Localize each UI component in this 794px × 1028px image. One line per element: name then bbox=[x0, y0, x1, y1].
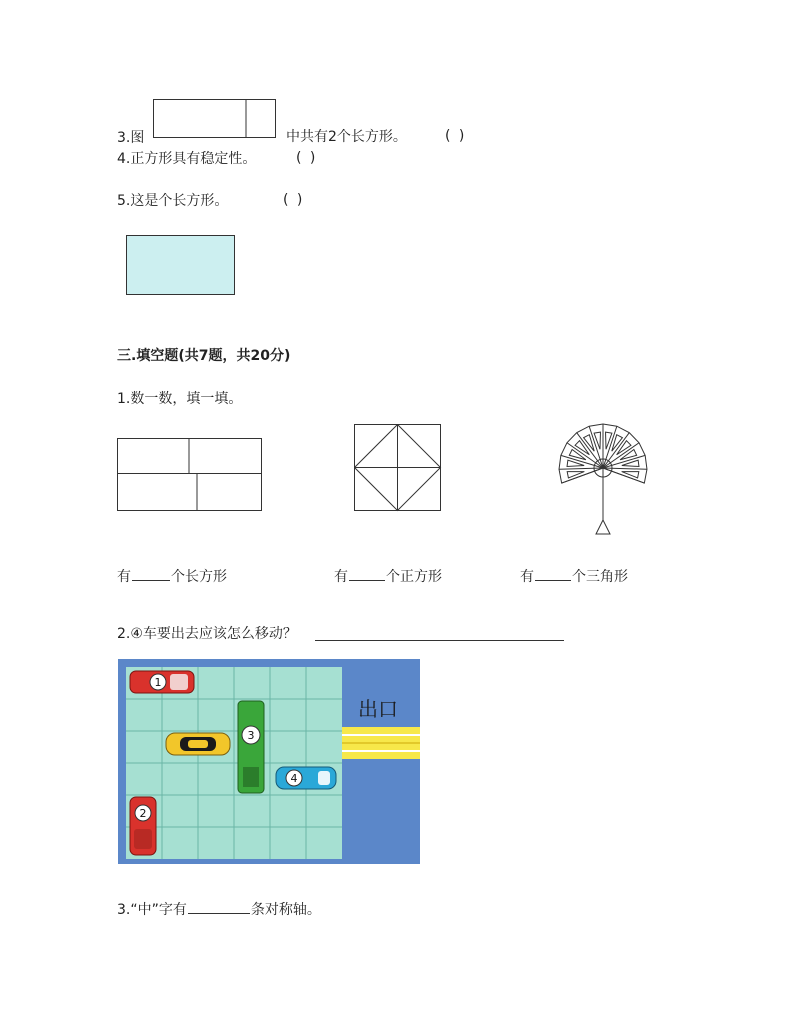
car-puzzle bbox=[118, 659, 420, 864]
triangles-figure bbox=[548, 420, 658, 540]
fan-inner-triangle bbox=[622, 472, 639, 478]
squares-figure bbox=[354, 424, 442, 512]
q4-text: 4.正方形具有稳定性。 bbox=[117, 151, 257, 167]
fan-spoke bbox=[559, 468, 603, 469]
q5-answer-paren[interactable]: ( ) bbox=[283, 192, 305, 208]
fan-spoke bbox=[567, 443, 603, 468]
car-yellow bbox=[166, 733, 230, 755]
svg-text:2: 2 bbox=[139, 807, 147, 820]
fill-q3: 3.“中”字有 条对称轴。 bbox=[117, 902, 321, 918]
fan-inner-triangle bbox=[594, 432, 600, 449]
q3-rectangle-figure bbox=[153, 99, 277, 139]
fill-q3-answer-blank[interactable] bbox=[188, 913, 250, 914]
section-three-title: 三.填空题(共7题，共20分) bbox=[117, 348, 291, 364]
answer-rectangles: 有 个长方形 bbox=[117, 569, 227, 585]
blank-triangles[interactable] bbox=[535, 580, 571, 581]
blank-squares[interactable] bbox=[349, 580, 385, 581]
svg-text:3: 3 bbox=[247, 729, 255, 742]
q3-prefix: 3.图 bbox=[117, 130, 145, 146]
fill-q1-prompt: 1.数一数，填一填。 bbox=[117, 391, 243, 407]
q3-suffix: 中共有2个长方形。 bbox=[286, 129, 407, 145]
svg-text:1: 1 bbox=[154, 676, 162, 689]
q4-answer-paren[interactable]: ( ) bbox=[296, 150, 318, 166]
q5-rectangle-shape bbox=[126, 235, 235, 295]
blank-rectangles[interactable] bbox=[132, 580, 170, 581]
q5-text: 5.这是个长方形。 bbox=[117, 193, 229, 209]
car-4 bbox=[276, 767, 336, 789]
fill-q2-answer-blank[interactable] bbox=[315, 640, 564, 641]
fan-spoke bbox=[603, 443, 639, 468]
car-3 bbox=[238, 701, 264, 793]
q3-answer-paren[interactable]: ( ) bbox=[445, 128, 467, 144]
car-2 bbox=[130, 797, 156, 855]
answer-squares: 有 个正方形 bbox=[334, 569, 442, 585]
fan-spoke bbox=[603, 468, 647, 469]
answer-triangles: 有 个三角形 bbox=[520, 569, 628, 585]
fan-inner-triangle bbox=[606, 432, 612, 449]
svg-text:4: 4 bbox=[290, 772, 298, 785]
fill-q2-prompt: 2.④车要出去应该怎么移动？ bbox=[117, 626, 297, 642]
fan-inner-triangle bbox=[567, 472, 584, 478]
car-1 bbox=[130, 671, 194, 693]
exit-label: 出口 bbox=[358, 697, 398, 721]
rectangles-figure bbox=[117, 438, 263, 512]
